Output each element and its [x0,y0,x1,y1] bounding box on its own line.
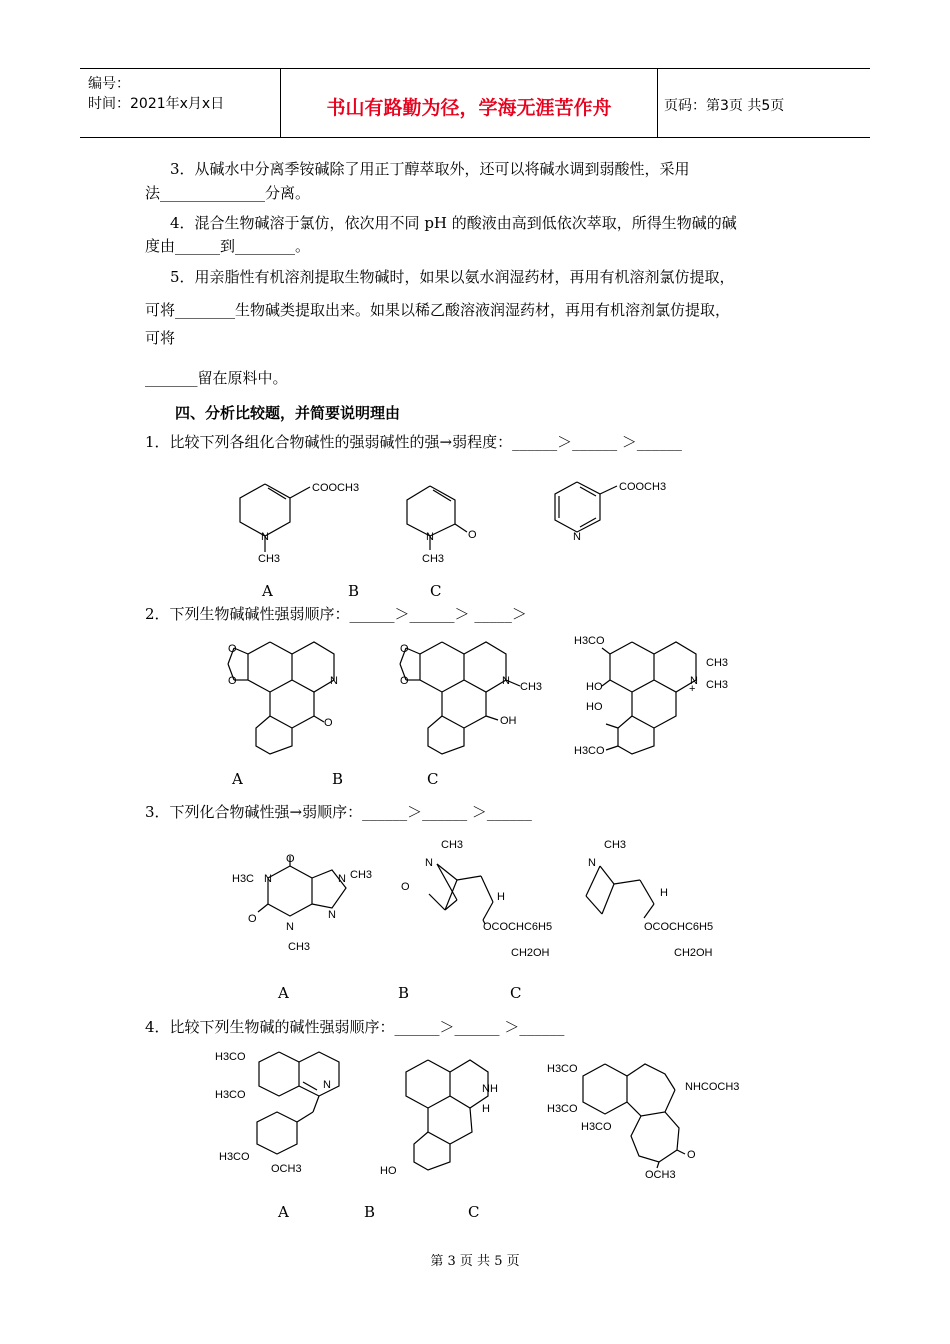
q5-line4: _______留在原料中。 [145,369,288,387]
q2a-n-text: N [330,675,338,687]
q2a-o3-text: O [324,717,333,729]
q3a-o1-text: O [286,853,295,865]
date-label: 时间：2021年x月x日 [88,96,225,112]
q2a-o1-text: O [228,643,237,655]
q3b-ester-text: OCOCHC6H5 [483,921,553,933]
q4-structure-a [215,1046,365,1176]
q4a-ome3-text: H3CO [219,1151,250,1163]
q2-label-b: B [332,770,344,788]
section4-title: 四、分析比较题，并简要说明理由 [175,404,401,422]
q1-structure-c [545,476,685,546]
q1a-n-text: N [261,531,269,543]
s4-q4-text: 4．比较下列生物碱的碱性强弱顺序：______＞______ ＞______ [145,1018,565,1036]
q3b-h-text: H [497,891,505,903]
q2b-oh-text: OH [500,715,517,727]
q4-line2: 度由______到________。 [145,237,311,255]
q5-line1: 5．用亲脂性有机溶剂提取生物碱时，如果以氨水润湿药材，再用有机溶剂氯仿提取， [170,268,735,286]
q2b-me-text: CH3 [520,681,542,693]
q2b-n-text: N [502,675,510,687]
q3a-n4-text: N [328,909,336,921]
q3a-me2-text: CH3 [288,941,311,953]
page-header [80,68,870,138]
q1-structure-a [210,470,360,570]
q4-label-b: B [364,1203,376,1221]
q5-line3: 可将 [145,329,176,347]
q3b-ch2oh-text: CH2OH [511,947,550,959]
q3a-o2-text: O [248,913,257,925]
q2c-n-text: N [690,675,698,687]
header-motto-cell [281,69,658,137]
page-footer: 第 3 页 共 5 页 [430,1254,520,1269]
q1b-me-text: CH3 [422,553,445,565]
q1-label-c: C [430,582,442,600]
q4-label-a: A [278,1203,289,1221]
q4b-nh-text: NH [482,1083,498,1095]
q2c-me2-text: CH3 [706,679,729,691]
q3a-n1-text: N [264,873,272,885]
s4-q2-text: 2．下列生物碱碱性强弱顺序：______＞______＞ _____＞ [145,605,527,623]
q2c-ome2-text: H3CO [574,745,605,757]
q3a-n3-text: N [338,873,346,885]
q3c-h-text: H [660,887,668,899]
q3a-me3-text: CH3 [350,869,373,881]
q1a-sub-text: COOCH3 [312,482,360,494]
q3c-n-text: N [588,857,596,869]
q2-structure-c [572,628,742,763]
q2b-o1-text: O [400,643,409,655]
q4a-ome4-text: OCH3 [271,1163,302,1175]
q4c-o-text: O [687,1149,696,1161]
q1b-o-text: O [468,529,477,541]
q3-label-c: C [510,984,522,1002]
s4-q1-text: 1．比较下列各组化合物碱性的强弱碱性的强→弱程度：______＞______ ＞______ [145,433,682,451]
q3-structure-a [228,848,393,963]
q4a-n-text: N [323,1079,331,1091]
q4-structure-c [545,1050,755,1182]
q4-label-c: C [468,1203,480,1221]
q4c-ome4-text: OCH3 [645,1169,676,1181]
q1a-me-text: CH3 [258,553,281,565]
q3-line2: 法______________分离。 [145,184,311,202]
q2c-ho2-text: HO [586,701,603,713]
q4-structure-b [378,1050,518,1180]
q4c-ome1-text: H3CO [547,1063,578,1075]
q2-structure-a [220,628,360,758]
q4-line1: 4．混合生物碱溶于氯仿，依次用不同 pH 的酸液由高到低依次萃取，所得生物碱的碱 [170,214,737,232]
q3b-n-text: N [425,857,433,869]
q3-label-b: B [398,984,410,1002]
q1b-n-text: N [426,531,434,543]
q4b-h-text: H [482,1103,490,1115]
q3b-o-text: O [401,881,410,893]
q3-structure-b [395,832,570,962]
q4a-ome1-text: H3CO [215,1051,246,1063]
q4a-ome2-text: H3CO [215,1089,246,1101]
q3-label-a: A [278,984,289,1002]
q1-structure-b [395,478,495,570]
q3-structure-c [578,832,753,962]
q3c-ch2oh-text: CH2OH [674,947,713,959]
q3b-me-text: CH3 [441,839,464,851]
s4-q3-text: 3．下列化合物碱性强→弱顺序：______＞______ ＞______ [145,803,532,821]
motto: 书山有路勤为径，学海无涯苦作舟 [326,97,612,119]
q2c-ome1-text: H3CO [574,635,605,647]
q2c-me1-text: CH3 [706,657,729,669]
q2b-o2-text: O [400,675,409,687]
q2c-plus-text: + [689,683,696,695]
q3c-ester-text: OCOCHC6H5 [644,921,714,933]
q4c-ome3-text: H3CO [581,1121,612,1133]
q3a-me1-text: H3C [232,873,255,885]
q2-structure-b [392,628,542,758]
q1-label-a: A [262,582,273,600]
q2a-o2-text: O [228,675,237,687]
number-label: 编号： [88,76,130,92]
q3c-me-text: CH3 [604,839,627,851]
header-info-cell [80,69,281,137]
q2-label-a: A [232,770,243,788]
header-page-cell [658,69,870,137]
q4c-ome2-text: H3CO [547,1103,578,1115]
q3a-n2-text: N [286,921,294,933]
page-label: 页码：第3页 共5页 [664,98,785,114]
q1-label-b: B [348,582,360,600]
q1c-n-text: N [573,531,581,543]
q2-label-c: C [427,770,439,788]
q5-line2: 可将________生物碱类提取出来。如果以稀乙酸溶液润湿药材，再用有机溶剂氯仿提取， [145,301,731,319]
q4b-oh-text: HO [380,1165,397,1177]
q3-line1: 3．从碱水中分离季铵碱除了用正丁醇萃取外，还可以将碱水调到弱酸性，采用 [170,160,690,178]
q4c-nh-text: NHCOCH3 [685,1081,740,1093]
q1c-sub-text: COOCH3 [619,481,667,493]
q2c-ho1-text: HO [586,681,603,693]
